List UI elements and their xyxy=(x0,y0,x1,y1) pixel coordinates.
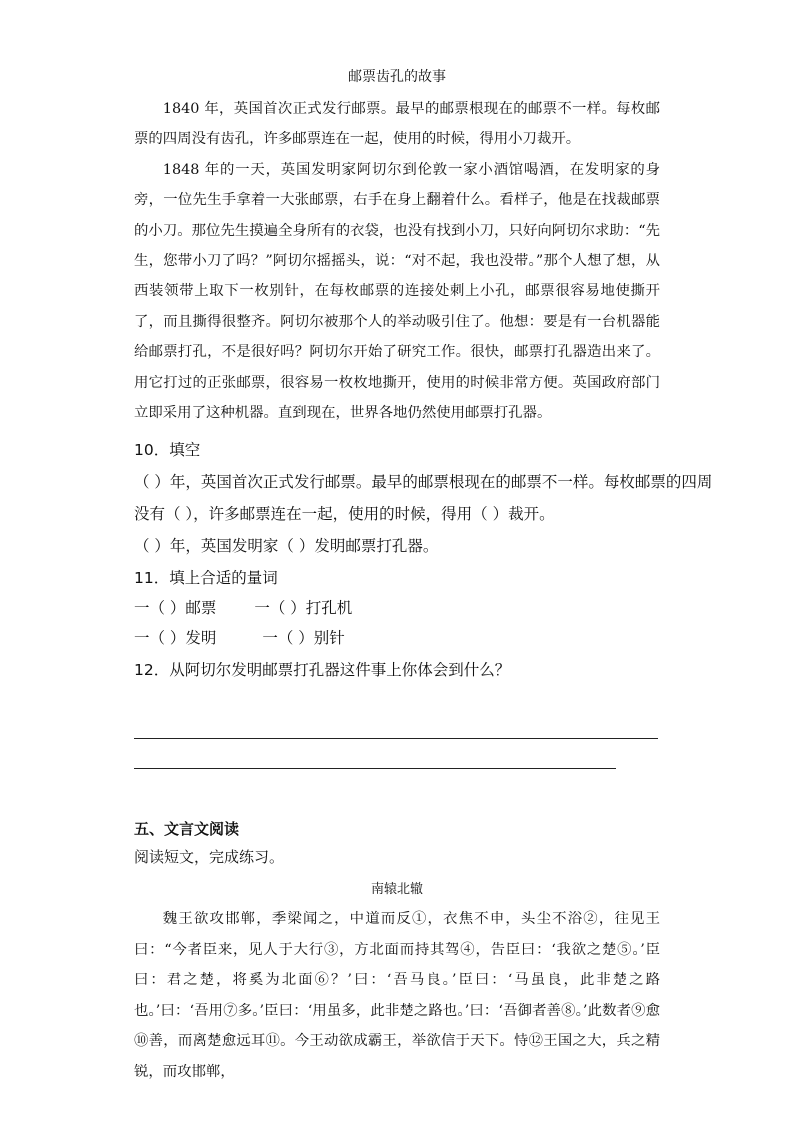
question-12-title: 12．从阿切尔发明邮票打孔器这件事上你体会到什么？ xyxy=(134,661,511,679)
measure-word-blank-stamp: 一（ ）邮票 xyxy=(134,599,217,617)
classical-text-passage xyxy=(134,904,660,1088)
question-11-row-1 xyxy=(134,596,352,618)
question-10-title: 10．填空 xyxy=(134,441,201,459)
measure-word-blank-pin: 一（ ）别针 xyxy=(262,629,345,647)
story-title: 邮票齿孔的故事 xyxy=(348,69,446,85)
section-5-instruction: 阅读短文，完成练习。 xyxy=(134,848,285,866)
classical-text-title: 南辕北辙 xyxy=(370,882,423,897)
section-5-heading: 五、文言文阅读 xyxy=(134,820,240,838)
answer-line-2 xyxy=(134,768,616,769)
classical-text-paragraph: 魏王欲攻邯郸，季梁闻之，中道而反①，衣焦不申，头尘不浴②，往见王曰：“今者臣来，见人于大行③，方北面而持其驾④，告臣曰：‘我欲之楚⑤。’臣曰：君之楚，将奚为北面⑥？’曰：‘吾马良。’臣曰：‘马虽良，此非楚之路也。’曰：‘吾用⑦多。’臣曰：‘用虽多，此非楚之路也。’曰：‘吾御者善⑧。’此数者⑨愈⑩善，而离楚愈远耳⑪。今王动欲成霸王，举欲信于天下。恃⑫王国之大，兵之精锐，而攻邯郸， xyxy=(134,911,660,1080)
question-11-title: 11．填上合适的量词 xyxy=(134,569,278,587)
measure-word-blank-invention: 一（ ）发明 xyxy=(134,629,217,647)
question-10-line-2: 没有（ ），许多邮票连在一起，使用的时候，得用（ ）裁开。 xyxy=(134,505,555,523)
story-paragraph-2: 1848 年的一天，英国发明家阿切尔到伦敦一家小酒馆喝酒，在发明家的身旁，一位先生手拿着一大张邮票，右手在身上翻着什么。看样子，他是在找裁邮票的小刀。那位先生摸遍全身所有的衣袋，也没有找到小刀，只好向阿切尔求助：“先生，您带小刀了吗？”阿切尔摇摇头，说：“对不起，我也没带。”那个人想了想，从西装领带上取下一枚别针，在每枚邮票的连接处刺上小孔，邮票很容易地使撕开了，而且撕得很整齐。阿切尔被那个人的举动吸引住了。他想：要是有一台机器能给邮票打孔，不是很好吗？阿切尔开始了研究工作。很快，邮票打孔器造出来了。用它打过的正张邮票，很容易一枚枚地撕开，使用的时候非常方便。英国政府部门立即采用了这种机器。直到现在，世界各地仍然使用邮票打孔器。 xyxy=(134,161,660,422)
question-11-row-2 xyxy=(134,626,345,648)
answer-line-1 xyxy=(134,738,658,739)
story-passage xyxy=(134,94,660,428)
story-paragraph-1: 1840 年，英国首次正式发行邮票。最早的邮票根现在的邮票不一样。每枚邮票的四周没有齿孔，许多邮票连在一起，使用的时候，得用小刀裁开。 xyxy=(134,101,660,148)
measure-word-blank-punch-machine: 一（ ）打孔机 xyxy=(254,599,353,617)
question-10-line-3: （ ）年，英国发明家（ ）发明邮票打孔器。 xyxy=(134,537,439,555)
question-10-line-1: （ ）年，英国首次正式发行邮票。最早的邮票根现在的邮票不一样。每枚邮票的四周 xyxy=(134,473,713,491)
